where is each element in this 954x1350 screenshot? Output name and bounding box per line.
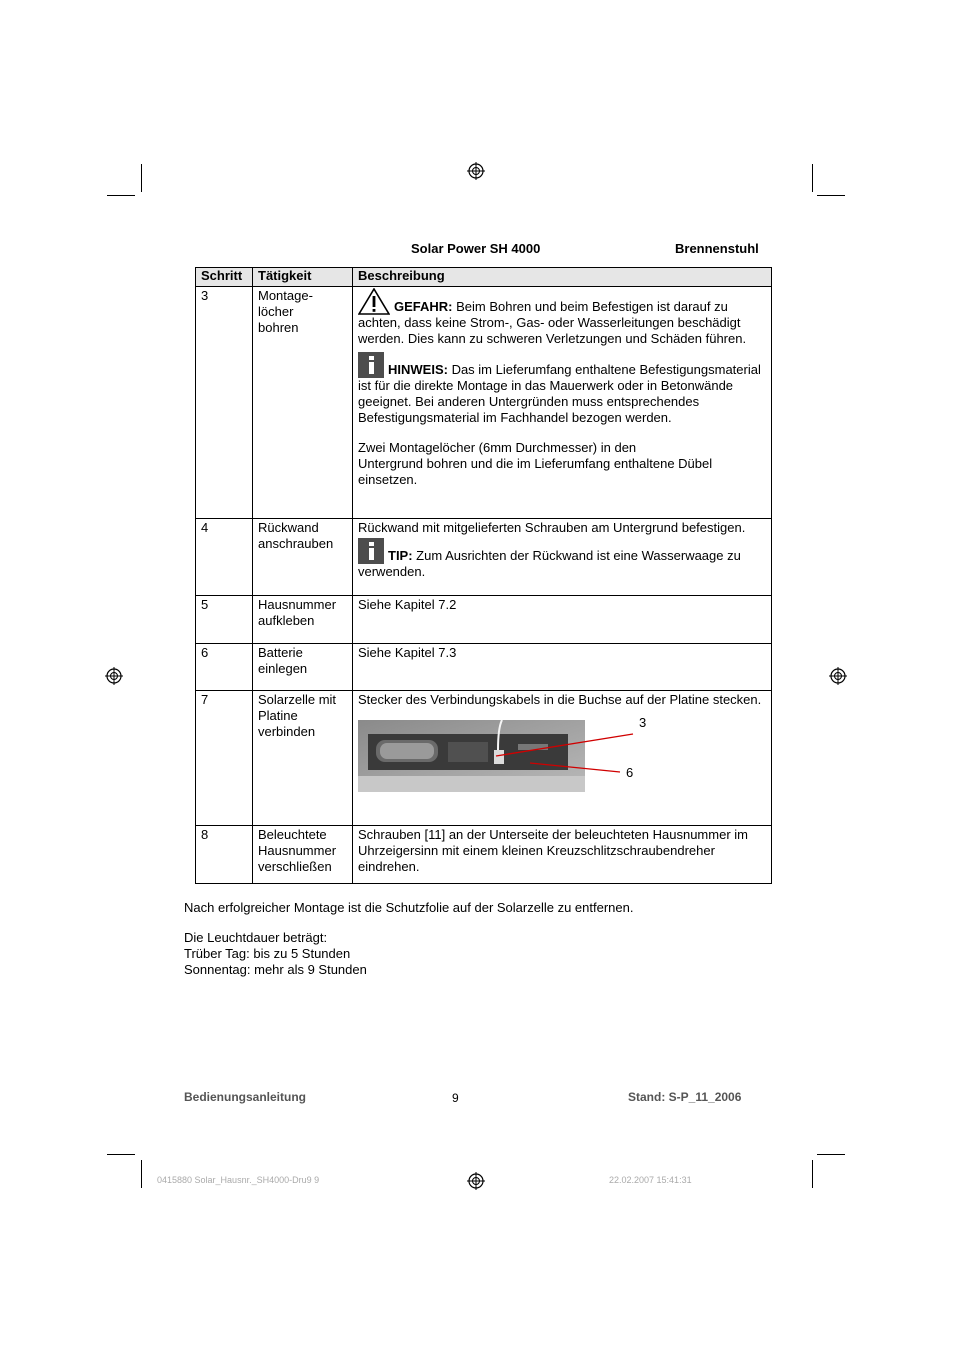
column-header-description: Beschreibung — [353, 268, 772, 287]
callout-label: 6 — [626, 765, 634, 780]
warning-block — [358, 288, 766, 347]
instruction-text: Zwei Montagelöcher (6mm Durchmesser) in den — [358, 440, 637, 455]
crop-mark — [817, 1154, 845, 1155]
registration-mark-icon — [829, 667, 847, 685]
instruction-text: Untergrund bohren und die im Lieferumfang enthaltene Dübel einsetzen. — [358, 456, 713, 487]
circuit-board-photo — [358, 715, 766, 810]
footer-right: Stand: S-P_11_2006 — [628, 1090, 742, 1104]
page-number: 9 — [452, 1091, 459, 1105]
hint-block — [358, 352, 766, 426]
step-number: 7 — [196, 691, 253, 826]
registration-mark-icon — [467, 162, 485, 180]
step-number: 6 — [196, 644, 253, 691]
circuit-board-photo-image — [358, 720, 768, 792]
warning-triangle-icon — [358, 288, 390, 315]
light-duration-cloudy: Trüber Tag: bis zu 5 Stunden — [184, 946, 351, 961]
step-number: 4 — [196, 519, 253, 596]
brand-name: Brennenstuhl — [675, 241, 759, 256]
warning-text: Beim Bohren und beim Befestigen ist darauf zu achten, dass keine Strom-, Gas- oder Wasserleitungen beschädigt werden. Dies kann zu schweren Verletzungen und Schäden führen. — [358, 299, 747, 346]
document-title: Solar Power SH 4000 — [411, 241, 541, 256]
table-row — [196, 596, 772, 644]
print-slug-right: 22.02.2007 15:41:31 — [609, 1175, 692, 1185]
column-header-activity: Tätigkeit — [253, 268, 353, 287]
light-duration-heading: Die Leuchtdauer beträgt: — [184, 930, 328, 945]
hint-label: HINWEIS: — [388, 362, 448, 377]
crop-mark — [141, 1160, 142, 1188]
step-description — [353, 287, 772, 519]
assembly-steps-table — [195, 267, 772, 884]
print-slug-left: 0415880 Solar_Hausnr._SH4000-Dru9 9 — [157, 1175, 320, 1185]
step-activity: Beleuchtete Hausnummer verschließen — [253, 826, 353, 884]
tip-label: TIP: — [388, 548, 413, 563]
step-description — [353, 691, 772, 826]
instruction-text: Rückwand mit mitgelieferten Schrauben am Untergrund befestigen. — [358, 520, 746, 535]
table-header-row — [196, 268, 772, 287]
step-description: Siehe Kapitel 7.3 — [353, 644, 772, 691]
step-activity: Solarzelle mit Platine verbinden — [253, 691, 353, 826]
info-icon — [358, 352, 384, 378]
step-number: 3 — [196, 287, 253, 519]
callout-label: 3 — [639, 715, 647, 730]
table-row — [196, 519, 772, 596]
crop-mark — [812, 1160, 813, 1188]
table-row — [196, 644, 772, 691]
registration-mark-icon — [467, 1172, 485, 1190]
tip-block — [358, 538, 766, 580]
column-header-step: Schritt — [196, 268, 253, 287]
step-activity: Batterie einlegen — [253, 644, 353, 691]
tip-text: Zum Ausrichten der Rückwand ist eine Wasserwaage zu verwenden. — [358, 548, 741, 579]
crop-mark — [107, 1154, 135, 1155]
after-assembly-note: Nach erfolgreicher Montage ist die Schutzfolie auf der Solarzelle zu entfernen. — [184, 900, 634, 915]
crop-mark — [812, 164, 813, 192]
step-description: Schrauben [11] an der Unterseite der beleuchteten Hausnummer im Uhrzeigersinn mit einem kleinen Kreuzschlitzschraubendreher eindrehen. — [353, 826, 772, 884]
step-activity: Montage- löcher bohren — [253, 287, 353, 519]
table-row — [196, 691, 772, 826]
light-duration-sunny: Sonnentag: mehr als 9 Stunden — [184, 962, 367, 977]
hint-text: Das im Lieferumfang enthaltene Befestigungsmaterial ist für die direkte Montage in das Mauerwerk oder in Betonwände geeignet. Bei anderen Untergründen muss entsprechendes Befestigungsmaterial im Fachhandel bezogen werden. — [358, 362, 761, 425]
footer-left: Bedienungsanleitung — [184, 1090, 307, 1104]
step-number: 5 — [196, 596, 253, 644]
crop-mark — [817, 195, 845, 196]
crop-mark — [107, 195, 135, 196]
registration-mark-icon — [105, 667, 123, 685]
warning-label: GEFAHR: — [394, 299, 453, 314]
step-number: 8 — [196, 826, 253, 884]
instruction-text: Stecker des Verbindungskabels in die Buchse auf der Platine stecken. — [358, 692, 762, 707]
info-icon — [358, 538, 384, 564]
table-row — [196, 287, 772, 519]
step-description: Siehe Kapitel 7.2 — [353, 596, 772, 644]
step-description — [353, 519, 772, 596]
step-activity: Rückwand anschrauben — [253, 519, 353, 596]
crop-mark — [141, 164, 142, 192]
light-duration-section — [184, 930, 367, 978]
step-activity: Hausnummer aufkleben — [253, 596, 353, 644]
table-row — [196, 826, 772, 884]
